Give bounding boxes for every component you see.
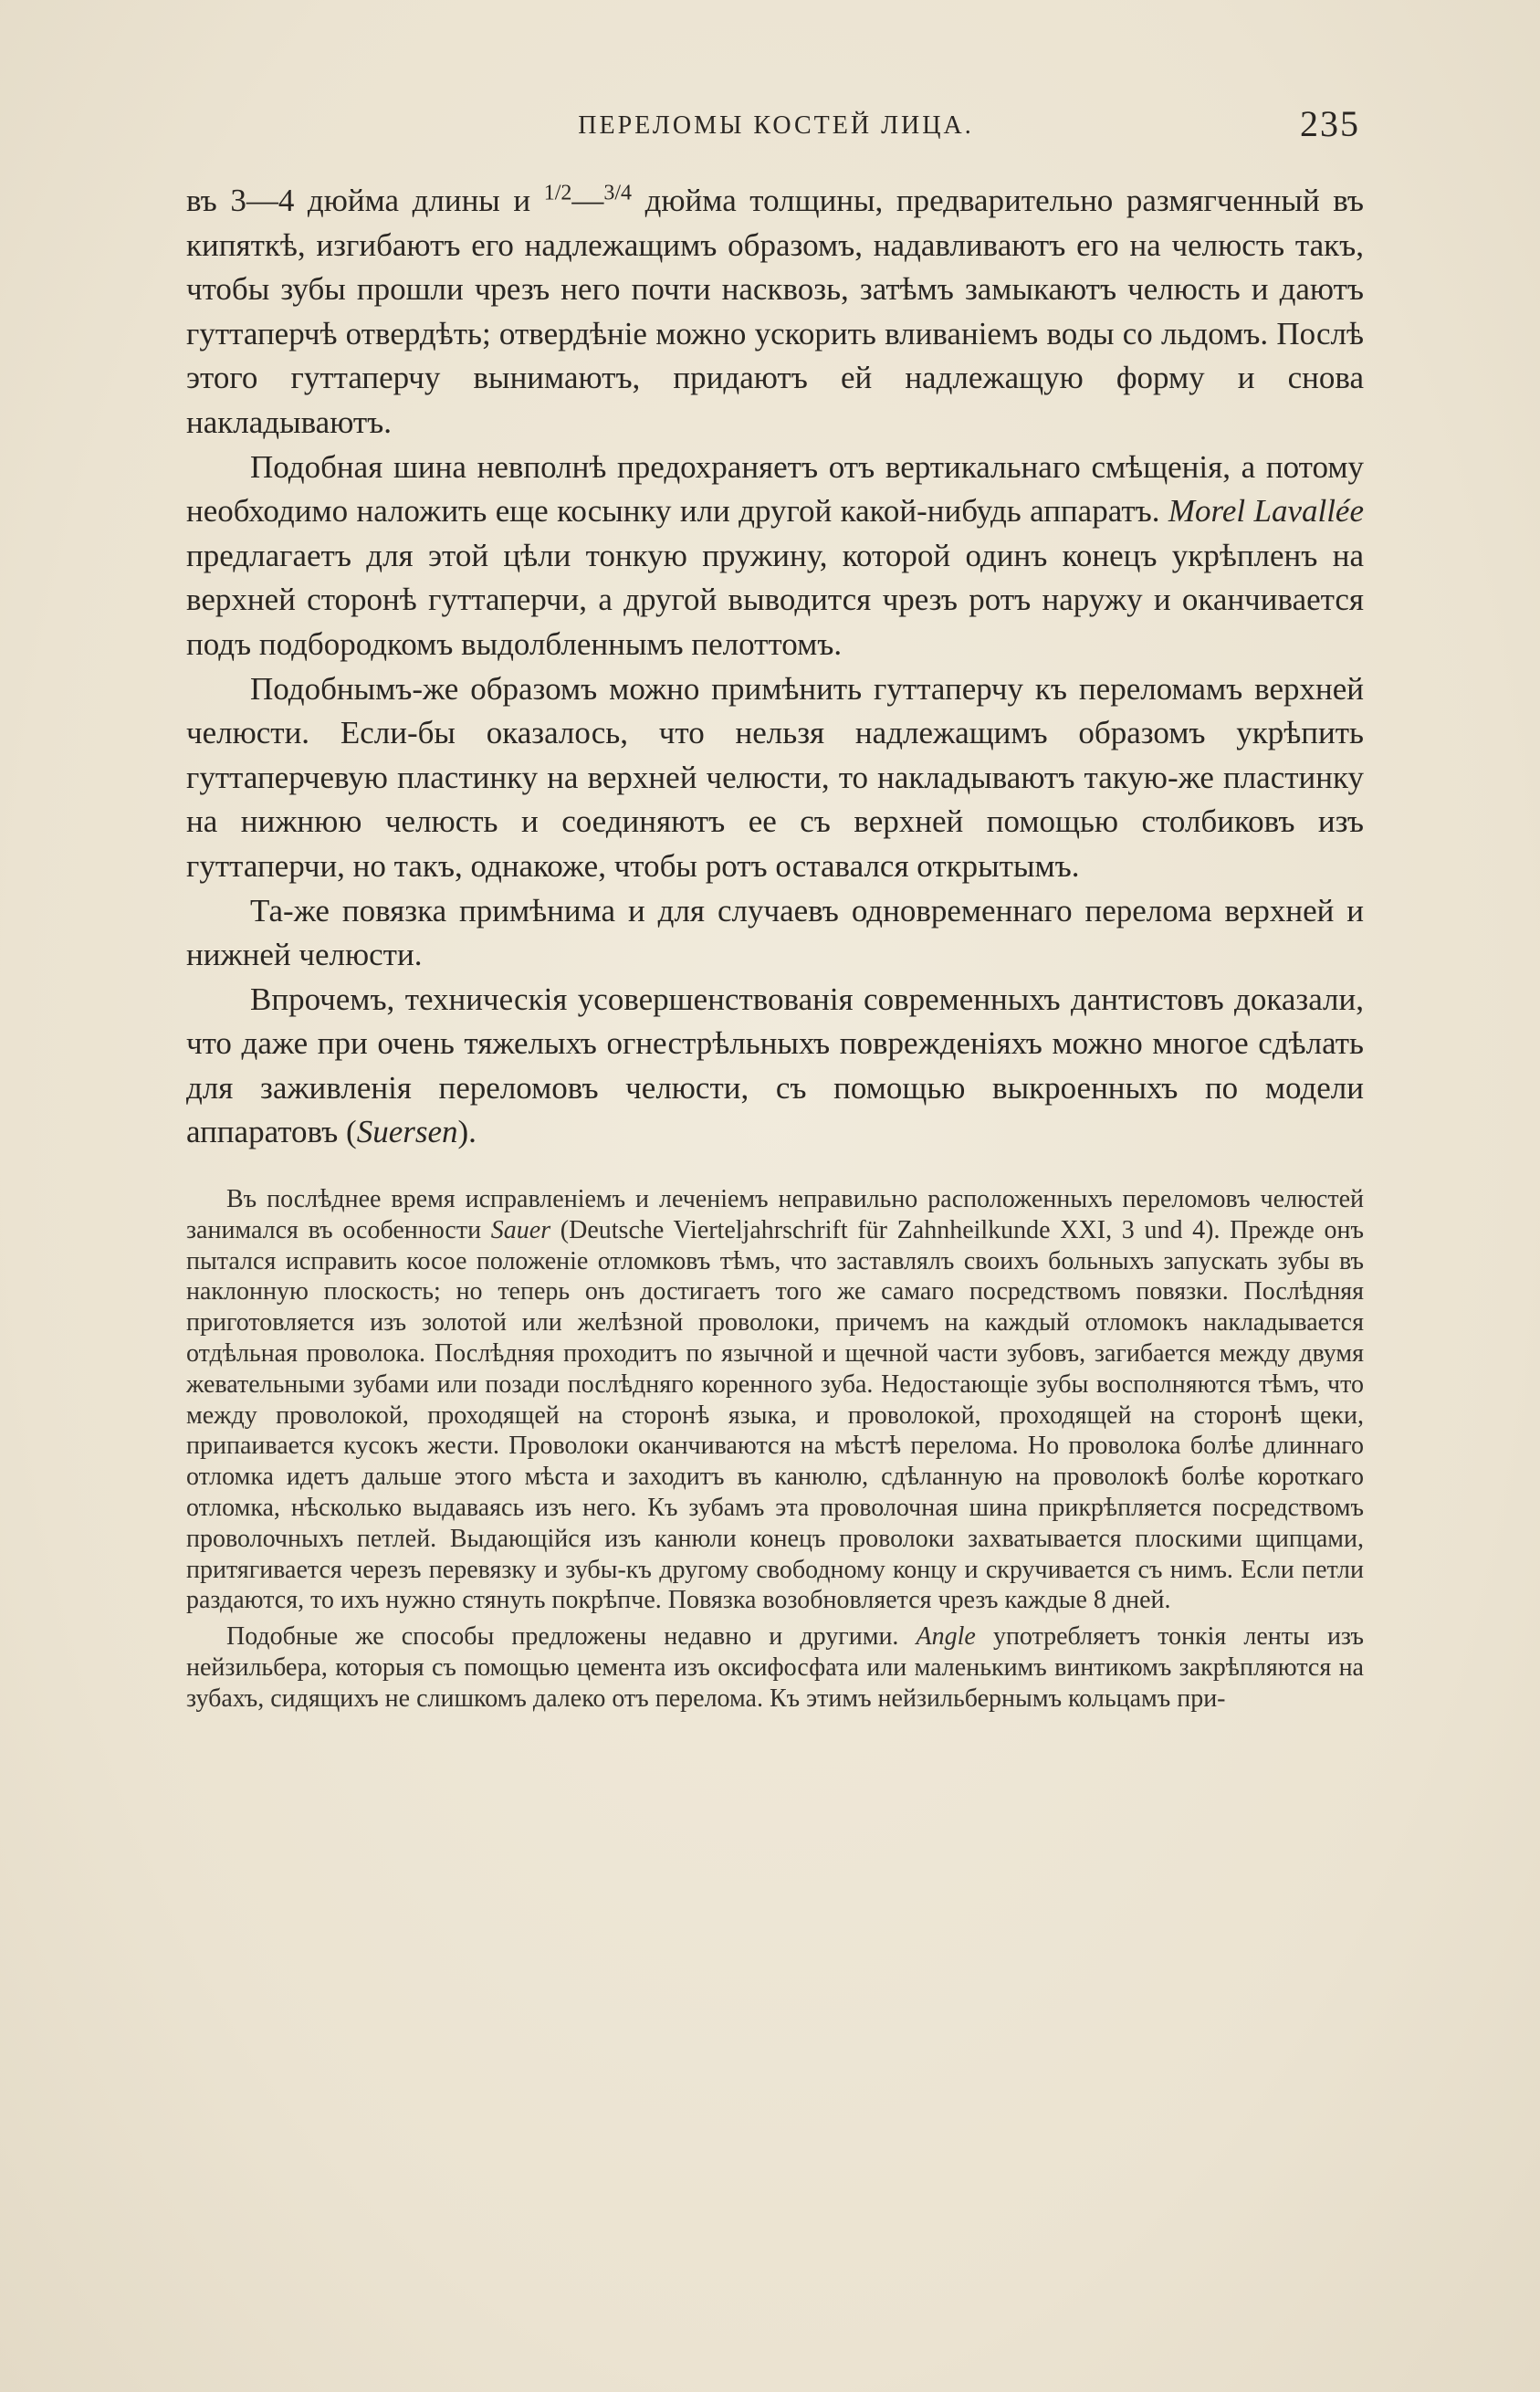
note-paragraph-2: [186, 1621, 1364, 1714]
fraction-three-quarters: 3/4: [603, 181, 633, 205]
paragraph-1: [186, 179, 1364, 446]
paragraph-5: [186, 978, 1364, 1155]
running-title: ПЕРЕЛОМЫ КОСТЕЙ ЛИЦА.: [578, 111, 974, 140]
paragraph-4: Та-же повязка примѣнима и для случаевъ одновременнаго перелома верхней и нижней челюсти.: [186, 892, 1364, 973]
paragraph-3: Подобнымъ-же образомъ можно примѣнить гуттаперчу къ переломамъ верхней челюсти. Если-бы оказалось, что нельзя надлежащимъ образомъ укрѣпить гуттаперчевую пластинку на верхней челюсти, то накладываютъ такую-же пластинку на нижнюю челюсть и соединяютъ ее съ верхней помощью столбиковъ изъ гуттаперчи, но такъ, однакоже, чтобы ротъ оставался открытымъ.: [186, 670, 1364, 884]
author-name: Sauer: [490, 1215, 551, 1244]
paragraph-2-text-b: предлагаетъ для этой цѣли тонкую пружину, которой одинъ конецъ укрѣпленъ на верхней сторонѣ гуттаперчи, а другой выводится чрезъ ротъ наружу и оканчивается подъ подбородкомъ выдолбленнымъ пелоттомъ.: [186, 537, 1364, 662]
paragraph-1-dash: —: [571, 183, 604, 218]
paragraph-5-text-b: ).: [457, 1114, 477, 1150]
note-paragraph-1: [186, 1184, 1364, 1616]
small-print-note: [186, 1184, 1364, 1715]
paragraph-2-text-a: Подобная шина невполнѣ предохраняетъ отъ вертикальнаго смѣщенія, а потому необходимо наложить еще косынку или другой какой-нибудь аппаратъ.: [186, 448, 1364, 530]
paragraph-5-text-a: Впрочемъ, техническія усовершенствованія современныхъ дантистовъ доказали, что даже при очень тяжелыхъ огнестрѣльныхъ поврежденіяхъ можно многое сдѣлать для заживленія переломовъ челюсти, съ помощью выкроенныхъ по модели аппаратовъ (: [186, 981, 1364, 1150]
note-paragraph-2-text-b: употребляетъ тонкія ленты изъ нейзильбера, которыя съ помощью цемента изъ оксифосфата или маленькимъ винтикомъ закрѣпляются на зубахъ, сидящихъ не слишкомъ далеко отъ перелома. Къ этимъ нейзильбернымъ кольцамъ при-: [186, 1622, 1364, 1713]
paragraph-1-text-c: дюйма толщины, предварительно размягченный въ кипяткѣ, изгибаютъ его надлежащимъ образомъ, надавливаютъ его на челюсть такъ, чтобы зубы прошли чрезъ него почти насквозь, затѣмъ замыкаютъ челюсть и даютъ гуттаперчѣ отвердѣть; отвердѣніе можно ускорить вливаніемъ воды со льдомъ. Послѣ этого гуттаперчу вынимаютъ, придаютъ ей надлежащую форму и снова накладываютъ.: [186, 183, 1364, 440]
author-name: Angle: [916, 1622, 976, 1652]
author-name: Suersen: [356, 1114, 458, 1150]
paragraph-1-text-a: въ 3—4 дюйма длины и: [186, 183, 544, 218]
page-header: [192, 99, 1360, 153]
main-text: [186, 179, 1364, 1155]
author-name: Morel Lavallée: [1168, 493, 1364, 530]
fraction-half: 1/2: [543, 181, 572, 205]
note-paragraph-1-text-b: (Deutsche Vierteljahrschrift für Zahnheilkunde XXI, 3 und 4). Прежде онъ пытался исправить косое положеніе отломковъ тѣмъ, что заставлялъ своихъ больныхъ запускать зубы въ наклонную плоскость; но теперь онъ достигаетъ того же самаго посредствомъ повязки. Послѣдняя приготовляется изъ золотой или желѣзной проволоки, причемъ на каждый отломокъ накладывается отдѣльная проволока. Послѣдняя проходитъ по язычной и щечной части зубовъ, загибается между двумя жевательными зубами или позади послѣдняго коренного зуба. Недостающіе зубы восполняются тѣмъ, что между проволокой, проходящей на сторонѣ языка, и проволокой, проходящей на сторонѣ щеки, припаивается кусокъ жести. Проволоки оканчиваются на мѣстѣ перелома. Но проволока болѣе длиннаго отломка идетъ дальше этого мѣста и заходитъ въ канюлю, сдѣланную на проволокѣ болѣе короткаго отломка, нѣсколько выдаваясь изъ него. Къ зубамъ эта проволочная шина прикрѣпляется посредствомъ проволочныхъ петлей. Выдающійся изъ канюли конецъ проволоки захватывается плоскими щипцами, притягивается черезъ перевязку и зубы-къ другому свободному концу и скручивается съ нимъ. Если петли раздаются, то ихъ нужно стянуть покрѣпче. Повязка возобновляется чрезъ каждые 8 дней.: [186, 1215, 1365, 1615]
page-number: 235: [1300, 103, 1360, 144]
page-body: [186, 179, 1364, 1715]
note-paragraph-2-text-a: Подобные же способы предложены недавно и другими.: [226, 1622, 917, 1652]
note-paragraph-1-text-a: Въ послѣднее время исправленіемъ и леченіемъ неправильно расположенныхъ переломовъ челюстей занимался въ особенности: [186, 1185, 1364, 1244]
paragraph-2: [186, 446, 1364, 667]
